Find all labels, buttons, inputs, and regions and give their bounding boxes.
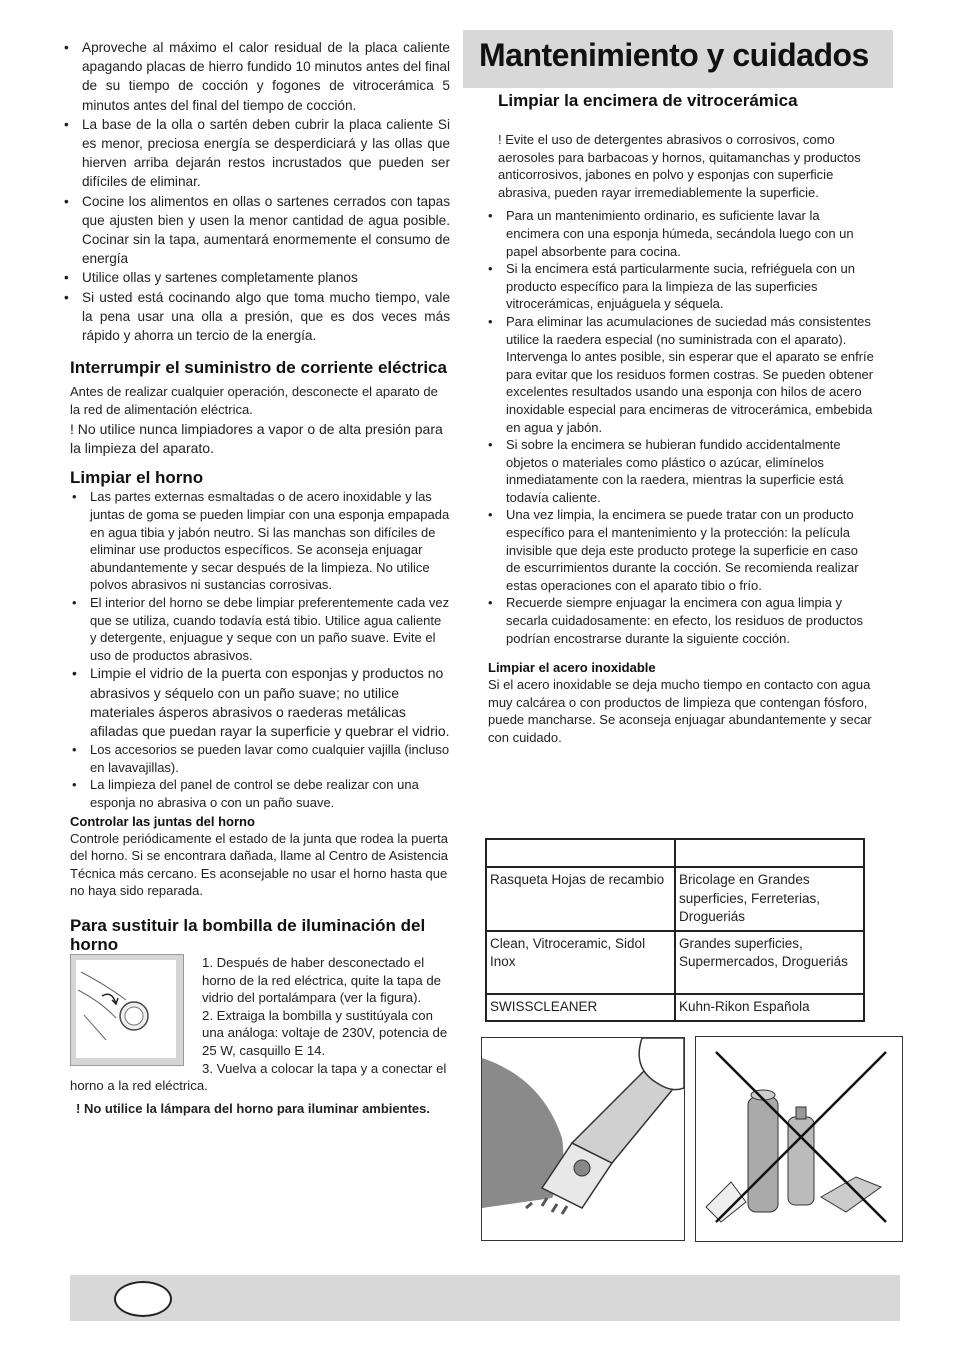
list-item: • El interior del horno se debe limpiar preferentemente cada vez que se utiliza, cuando todavía está tibio. Utilice agua caliente y detergente, enjuague y seque con un paño suave. Evite el uso de productos abrasivos. [70, 594, 450, 664]
left-column [62, 38, 450, 1118]
oven-heading: Limpiar el horno [70, 468, 204, 488]
bulb-step-3: 3. Vuelva a colocar la tapa y a conectar el horno a la red eléctrica. [70, 1060, 447, 1094]
energy-tips-list [62, 38, 450, 345]
hob-cleaning-list [486, 207, 874, 647]
bulb-section [70, 954, 450, 1118]
scraper-figure [481, 1037, 685, 1241]
list-item: • Si la encimera está particularmente sucia, refriéguela con un producto específico para la limpieza de las superficies vitrocerámicas, enjuáguela y séquela. [486, 260, 874, 313]
steel-heading: Limpiar el acero inoxidable [488, 660, 656, 676]
list-item: • Recuerde siempre enjuagar la encimera con agua limpia y secarla cuidadosamente: en efecto, los residuos de productos podrían encostrarse durante la siguiente cocción. [486, 594, 874, 647]
page-title: Mantenimiento y cuidados [479, 37, 869, 73]
list-item: • Si sobre la encimera se hubieran fundido accidentalmente objetos o materiales como plástico o azúcar, elimínelos inmediatamente con la raedera, mientras la superficie está todavía caliente. [486, 436, 874, 506]
hob-warning: ! Evite el uso de detergentes abrasivos o corrosivos, como aerosoles para barbacoas y hornos, quitamanchas y productos anticorrosivos, jabones en polvo y esponjas con superficie abrasiva, pueden rayar irremediablemente la superficie. [498, 132, 861, 200]
list-item: • Las partes externas esmaltadas o de acero inoxidable y las juntas de goma se pueden limpiar con una esponja empapada en agua tibia y jabón neutro. Si las manchas son difíciles de eliminar use productos específicos. Se aconseja enjuagar abundantemente y secar después de la limpieza. No utilice polvos abrasivos ni sustancias corrosivas. [70, 488, 450, 594]
list-item: • La base de la olla o sartén deben cubrir la placa caliente Si es menor, preciosa energía se desperdiciará y las ollas que hierven arriba dejarán restos incrustados que pueden ser difíciles de eliminar. [62, 115, 450, 192]
list-item: • Limpie el vidrio de la puerta con esponjas y productos no abrasivos y séquelo con un paño suave; no utilice materiales ásperos abrasivos o raederas metálicas afiladas que puedan rayar la superficie y quebrar el vidrio. [70, 664, 450, 741]
list-item: • Los accesorios se pueden lavar como cualquier vajilla (incluso en lavavajillas). [70, 741, 450, 776]
oven-cleaning-list [70, 488, 450, 811]
list-item: • Una vez limpia, la encimera se puede tratar con un producto específico para el mantenimiento y la protección: la película invisible que deja este producto protege la superficie en caso de escurrimientos durante la cocción. Se recomienda realizar estas operaciones con el aparato tibio o frío. [486, 506, 874, 594]
lamp-figure [70, 954, 184, 1066]
scraper-icon [482, 1038, 684, 1240]
page-number-badge [114, 1281, 172, 1317]
lamp-cover-icon [76, 960, 176, 1058]
power-heading: Interrumpir el suministro de corriente eléctrica [70, 358, 447, 378]
list-item: • Para un mantenimiento ordinario, es suficiente lavar la encimera con una esponja húmeda, secándola luego con un papel absorbente para cocina. [486, 207, 874, 260]
list-item: • Para eliminar las acumulaciones de suciedad más consistentes utilice la raedera especial (no suministrada con el aparato). Intervenga lo antes posible, sin esperar que el aparato se enfríe para evitar que los residuos formen costras. Se pueden obtener excelentes resultados usando una esponja con hilos de acero inoxidable especial para encimeras de vitrocerámica, embebida en agua y jabón. [486, 313, 874, 436]
bulb-step-2: 2. Extraiga la bombilla y sustitúyala con una análoga: voltaje de 230V, potencia de 25 W, casquillo E 14. [202, 1007, 448, 1058]
list-item: • Utilice ollas y sartenes completamente planos [62, 268, 450, 287]
table-row [486, 994, 864, 1021]
table-row [486, 867, 864, 931]
products-table [485, 838, 865, 1022]
table-cell: SWISSCLEANER [486, 994, 675, 1021]
table-cell [486, 839, 675, 867]
seals-text: Controle periódicamente el estado de la junta que rodea la puerta del horno. Si se encontrara dañada, llame al Centro de Asistencia Técnica más cercano. Es aconsejable no usar el horno hasta que no haya sido reparada. [70, 830, 448, 899]
seals-heading: Controlar las juntas del horno [70, 813, 255, 829]
table-cell: Kuhn-Rikon Española [675, 994, 864, 1021]
bulb-step-1: 1. Después de haber desconectado el horno de la red eléctrica, quite la tapa de vidrio del portalámpara (ver la figura). [202, 954, 441, 1006]
table-cell: Clean, Vitroceramic, Sidol Inox [486, 931, 675, 994]
list-item: • Si usted está cocinando algo que toma mucho tiempo, vale la pena usar una olla a presión, que es dos veces más rápido y ahorra un tercio de la energía. [62, 288, 450, 346]
table-cell: Grandes superficies, Supermercados, Drogueriás [675, 931, 864, 994]
bulb-heading: Para sustituir la bombilla de iluminación del horno [70, 915, 426, 954]
bulb-warning: ! No utilice la lámpara del horno para iluminar ambientes. [76, 1100, 430, 1116]
list-item: • Cocine los alimentos en ollas o sartenes cerrados con tapas que ajusten bien y usen la menor cantidad de agua posible. Cocinar sin la tapa, aumentará enormemente el consumo de energía [62, 192, 450, 269]
title-bar [463, 30, 893, 88]
prohibited-products-figure [695, 1036, 903, 1242]
hob-heading: Limpiar la encimera de vitrocerámica [498, 91, 798, 110]
table-cell: Bricolage en Grandes superficies, Ferreterias, Drogueriás [675, 867, 864, 931]
table-cell: Rasqueta Hojas de recambio [486, 867, 675, 931]
prohibited-cleaners-icon [696, 1037, 902, 1241]
table-row [486, 931, 864, 994]
table-cell [675, 839, 864, 867]
steel-text: Si el acero inoxidable se deja mucho tiempo en contacto con agua muy calcárea o con productos de limpieza que contengan fósforo, puede mancharse. Se aconseja enjuagar abundantemente y secar con cuidado. [488, 677, 872, 745]
table-row [486, 839, 864, 867]
power-text: Antes de realizar cualquier operación, desconecte el aparato de la red de alimentación eléctrica. [70, 384, 438, 417]
footer-bar [70, 1275, 900, 1321]
right-column [486, 88, 874, 747]
list-item: • Aproveche al máximo el calor residual de la placa caliente apagando placas de hierro fundido 10 minutos antes del final de su tiempo de cocción y fogones de vitrocerámica 5 minutos antes del final del tiempo de cocción. [62, 38, 450, 115]
list-item: • La limpieza del panel de control se debe realizar con una esponja no abrasiva o con un paño suave. [70, 776, 450, 811]
power-warning: ! No utilice nunca limpiadores a vapor o de alta presión para la limpieza del aparato. [70, 421, 443, 457]
